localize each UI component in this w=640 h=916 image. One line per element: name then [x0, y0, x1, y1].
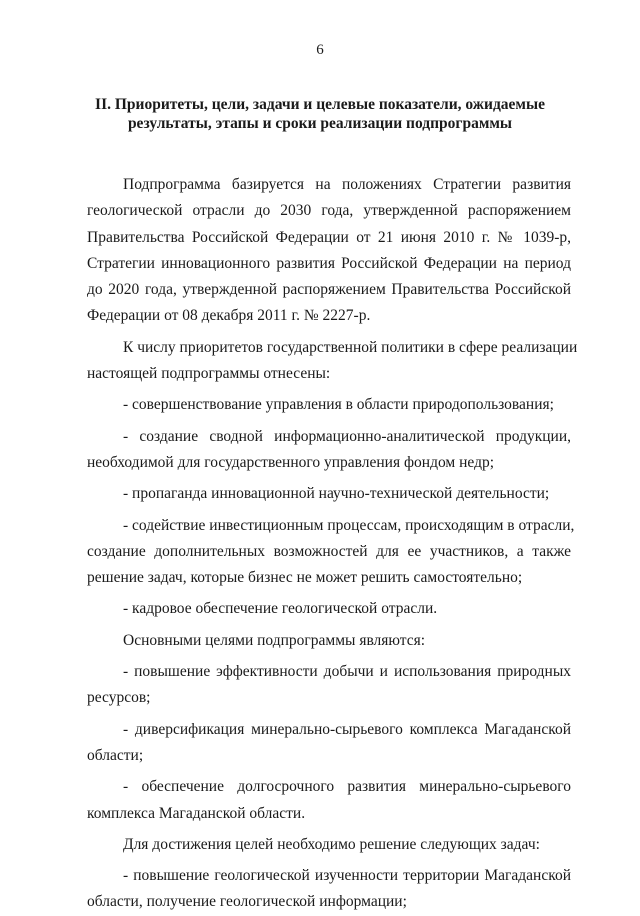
text-line: - содействие инвестиционным процессам, происходящим в отрасли, — [123, 516, 575, 534]
list-item-goal — [87, 659, 571, 712]
text-line: до 2020 года, утвержденной распоряжением Правительства Российской — [87, 281, 571, 299]
text-line: Для достижения целей необходимо решение следующих задач: — [123, 835, 540, 853]
section-title-line-2: результаты, этапы и сроки реализации подпрограммы — [127, 115, 513, 132]
section-title-line-1: II. Приоритеты, цели, задачи и целевые показатели, ожидаемые — [95, 96, 545, 113]
paragraph-tasks-intro — [87, 832, 571, 858]
list-item-goal — [87, 774, 571, 827]
page-number: 6 — [316, 42, 324, 58]
text-line: Федерации от 08 декабря 2011 г. № 2227-р. — [87, 307, 371, 325]
text-line: геологической отрасли до 2030 года, утвержденной распоряжением — [87, 202, 571, 220]
text-line: области, получение геологической информации; — [87, 893, 407, 911]
paragraph-priorities-intro — [87, 335, 578, 388]
list-item-goal — [87, 717, 571, 770]
text-line: К числу приоритетов государственной политики в сфере реализации — [123, 338, 578, 356]
text-line: - повышение эффективности добычи и использования природных — [123, 663, 571, 681]
text-line: - создание сводной информационно-аналитической продукции, — [123, 427, 571, 445]
paragraph-goals-intro — [87, 628, 571, 654]
list-item-priority — [87, 424, 571, 477]
body-text — [87, 172, 578, 916]
text-line: комплекса Магаданской области. — [87, 804, 306, 822]
text-line: - повышение геологической изученности территории Магаданской — [123, 867, 571, 885]
list-item-priority — [87, 596, 571, 622]
text-line: - диверсификация минерально-сырьевого комплекса Магаданской — [123, 720, 571, 738]
section-title — [80, 95, 560, 133]
text-line: Подпрограмма базируется на положениях Стратегии развития — [123, 176, 571, 193]
text-line: создание дополнительных возможностей для ее участников, а также — [87, 542, 571, 560]
text-line: Стратегии инновационного развития Российской Федерации на период — [87, 254, 571, 272]
text-line: Основными целями подпрограммы являются: — [123, 631, 426, 649]
list-item-priority — [87, 481, 571, 507]
list-item-task — [87, 863, 571, 916]
text-line: - кадровое обеспечение геологической отрасли. — [123, 600, 438, 618]
text-line: решение задач, которые бизнес не может решить самостоятельно; — [87, 569, 523, 587]
text-line: настоящей подпрограммы отнесены: — [87, 365, 331, 383]
list-item-priority — [87, 513, 575, 592]
text-line: - обеспечение долгосрочного развития минерально-сырьевого — [123, 778, 571, 796]
text-line: - пропаганда инновационной научно-технической деятельности; — [123, 485, 550, 503]
text-line: - совершенствование управления в области природопользования; — [123, 396, 554, 414]
text-line: Правительства Российской Федерации от 21 июня 2010 г. № 1039-р, — [87, 228, 571, 246]
text-line: ресурсов; — [87, 689, 151, 707]
text-line: необходимой для государственного управления фондом недр; — [87, 453, 495, 471]
list-item-priority — [87, 392, 571, 418]
text-line: области; — [87, 746, 144, 764]
paragraph-strategy-basis — [87, 172, 571, 330]
